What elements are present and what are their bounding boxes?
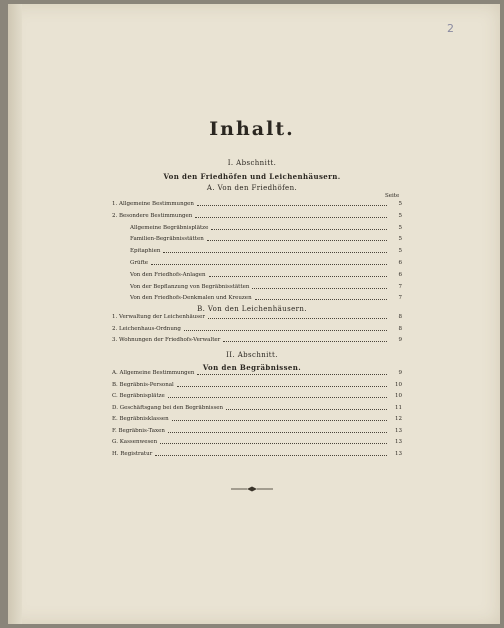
toc-entry-label: E. Begräbnisklassen [112, 416, 169, 422]
toc-entry-label: Allgemeine Begräbnisplätze [130, 224, 209, 231]
section1-subtitle: Von den Friedhöfen und Leichenhäusern. [163, 172, 341, 181]
toc-entry [130, 283, 402, 291]
page-number-mark: 2 [447, 22, 454, 35]
toc-entry-page: 6 [398, 260, 402, 266]
toc-entry [130, 294, 402, 302]
toc-entry-label: C. Begräbnisplätze [112, 393, 165, 399]
toc-entry-page: 5 [398, 236, 402, 243]
toc-entry-label: 3. Wohnungen der Friedhofs-Verwalter [112, 337, 221, 343]
toc-entry [112, 392, 402, 400]
dot-leader [184, 330, 387, 331]
toc-entry-label: 1. Allgemeine Bestimmungen [112, 201, 194, 207]
dot-leader [155, 455, 387, 456]
seite-column-label: Seite [385, 193, 400, 199]
toc-entry-label: F. Begräbnis-Taxen [112, 427, 165, 434]
dot-leader [163, 252, 387, 253]
toc-entry-label: B. Begräbnis-Personal [112, 381, 174, 388]
toc-entry-page: 9 [398, 370, 402, 376]
toc-entry [130, 224, 402, 232]
toc-entry-label: H. Registratur [112, 450, 153, 457]
toc-entry [112, 427, 402, 435]
ornament-divider [231, 486, 273, 492]
toc-entry-page: 13 [395, 439, 402, 445]
toc-entry-label: Von den Friedhofs-Denkmalen und Kreuzen [130, 295, 252, 302]
dot-leader [226, 409, 387, 410]
toc-entry-label: Grüfte [130, 260, 149, 266]
section2-label: II. Abschnitt. [226, 351, 278, 359]
toc-entry-page: 12 [395, 416, 402, 422]
toc-entry [112, 336, 402, 344]
dot-leader [208, 318, 387, 319]
dot-leader [223, 341, 387, 342]
section1-label: I. Abschnitt. [227, 159, 277, 167]
toc-entry-label: 2. Leichenhaus-Ordnung [112, 325, 181, 332]
page-title: Inhalt. [209, 118, 295, 140]
toc-entry [112, 369, 402, 377]
dot-leader [168, 397, 387, 398]
dot-leader [209, 276, 387, 277]
dot-leader [252, 288, 387, 289]
dot-leader [177, 386, 387, 387]
toc-entry-page: 10 [395, 381, 402, 388]
toc-entry-page: 5 [398, 201, 402, 207]
toc-entry-page: 9 [398, 337, 402, 343]
section1-partA-heading: A. Von den Friedhöfen. [206, 184, 298, 192]
section1-partB-heading: B. Von den Leichenhäusern. [197, 305, 307, 313]
toc-entry [112, 313, 402, 321]
toc-entry-page: 7 [398, 283, 402, 290]
page-spine-shadow [8, 4, 22, 624]
toc-entry [112, 212, 402, 220]
section2-subtitle: Von den Begräbnissen. [202, 363, 302, 372]
dot-leader [207, 240, 387, 241]
dot-leader [195, 217, 387, 218]
toc-entry [112, 415, 402, 423]
toc-entry [112, 200, 402, 208]
dot-leader [197, 205, 387, 206]
toc-entry [130, 271, 402, 279]
toc-entry [112, 381, 402, 389]
toc-entry-page: 5 [398, 248, 402, 255]
dot-leader [172, 420, 387, 421]
toc-entry-page: 10 [395, 393, 402, 399]
toc-entry-page: 13 [395, 450, 402, 457]
toc-entry-label: Epitaphien [130, 248, 161, 255]
toc-entry-page: 5 [398, 224, 402, 231]
dot-leader [255, 299, 387, 300]
toc-entry-page: 11 [395, 404, 402, 411]
toc-entry-page: 13 [395, 427, 402, 434]
toc-entry-page: 5 [398, 212, 402, 219]
toc-entry-label: G. Kassenwesen [112, 439, 158, 445]
toc-entry-label: 2. Besondere Bestimmungen [112, 212, 193, 219]
toc-entry [130, 235, 402, 243]
toc-entry [112, 404, 402, 412]
toc-entry-page: 6 [398, 271, 402, 278]
toc-entry-label: 1. Verwaltung der Leichenhäuser [112, 314, 205, 320]
toc-entry [112, 450, 402, 458]
toc-entry-label: A. Allgemeine Bestimmungen [112, 370, 195, 376]
toc-entry-label: D. Geschäftsgang bei den Begräbnissen [112, 404, 224, 411]
toc-entry-page: 8 [398, 314, 402, 320]
dot-leader [160, 443, 387, 444]
dot-leader [168, 432, 387, 433]
toc-entry-label: Von der Bepflanzung von Begräbnisstätten [130, 283, 250, 290]
dot-leader [151, 264, 387, 265]
toc-entry [112, 438, 402, 446]
dot-leader [211, 229, 387, 230]
dot-leader [197, 374, 387, 375]
toc-entry [130, 259, 402, 267]
toc-entry-page: 8 [398, 325, 402, 332]
toc-entry-label: Familien-Begräbnisstätten [130, 236, 204, 243]
toc-entry [112, 325, 402, 333]
toc-entry-label: Von den Friedhofs-Anlagen [130, 271, 206, 278]
toc-entry [130, 247, 402, 255]
toc-entry-page: 7 [398, 295, 402, 302]
